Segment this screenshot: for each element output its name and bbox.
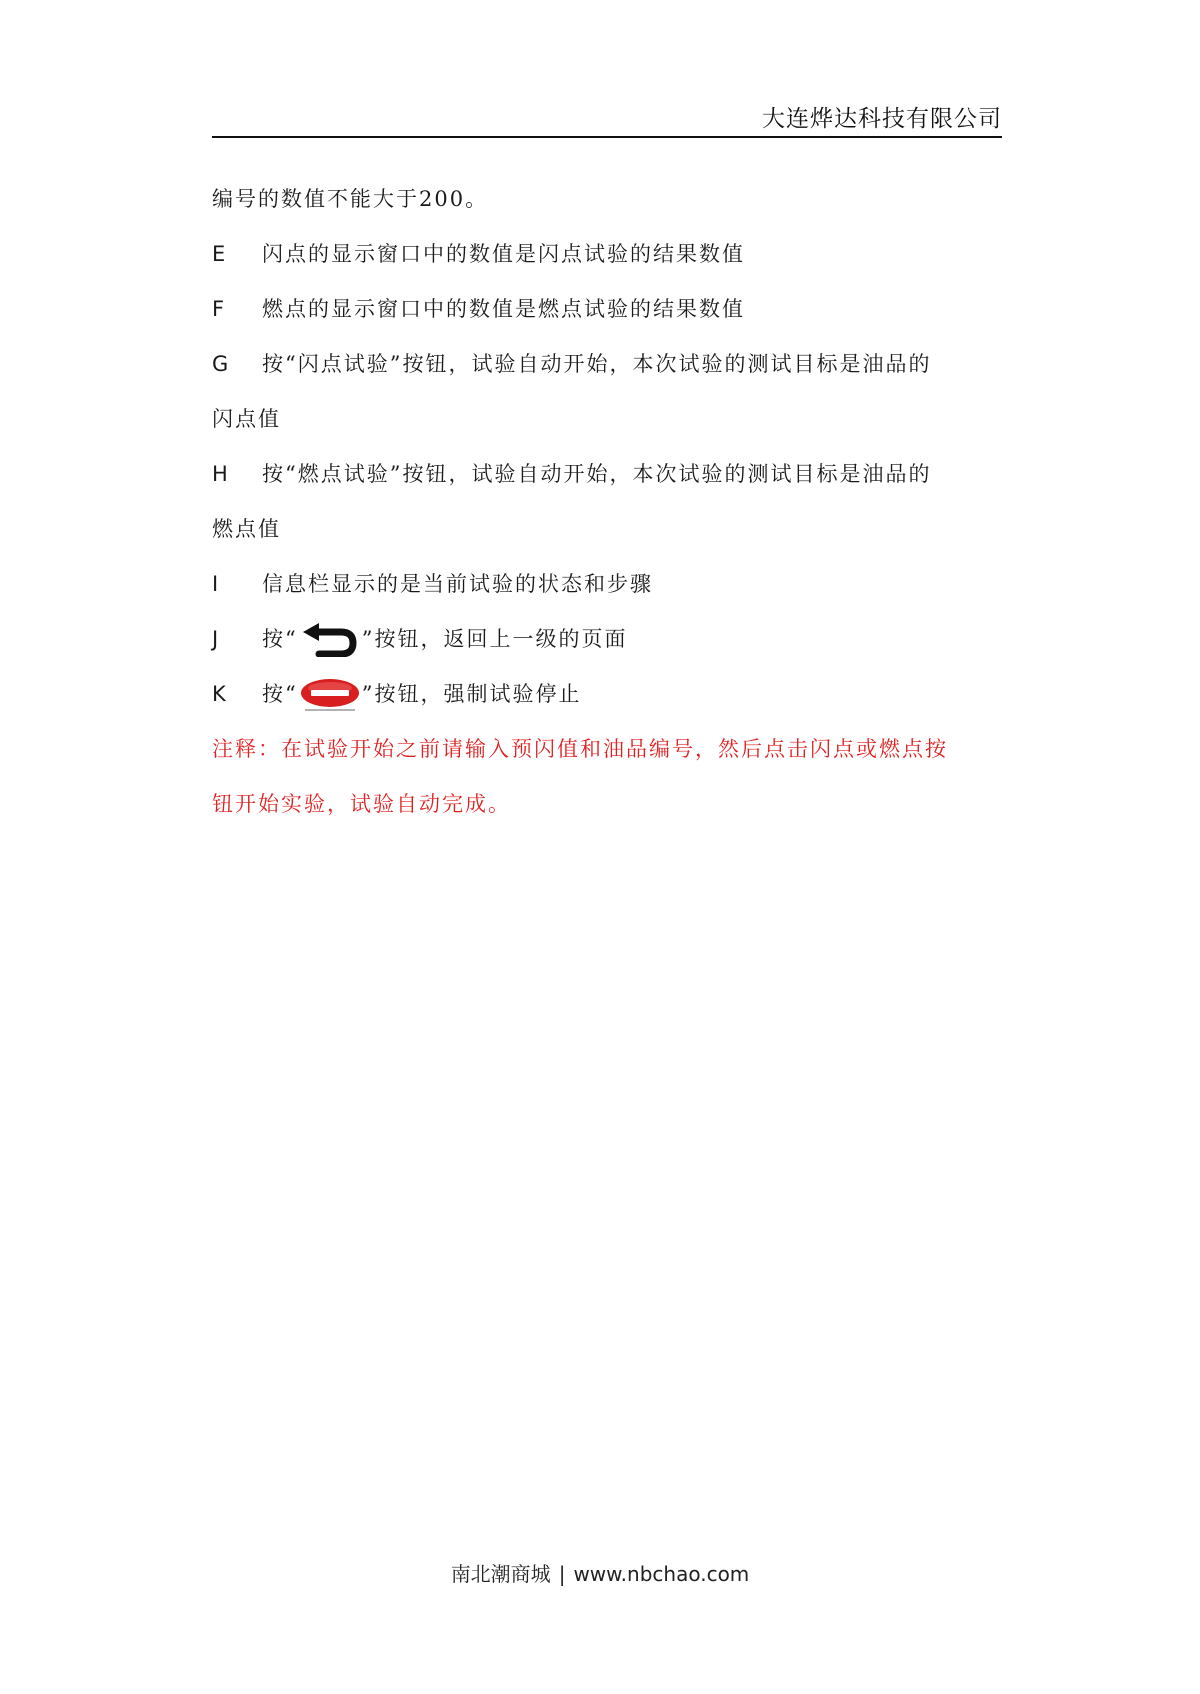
list-item-i: [212, 557, 1002, 612]
item-text: 闪点值: [212, 407, 281, 431]
item-letter: G: [212, 352, 229, 376]
list-item-f: [212, 282, 1002, 337]
note-line-1: [212, 722, 1002, 777]
item-letter: F: [212, 297, 225, 321]
item-text-suffix: ”按钮，返回上一级的页面: [361, 627, 628, 651]
footer-separator: |: [558, 1562, 566, 1586]
item-text: 燃点值: [212, 517, 281, 541]
item-text: 闪点的显示窗口中的数值是闪点试验的结果数值: [262, 242, 745, 266]
item-text: 信息栏显示的是当前试验的状态和步骤: [262, 572, 653, 596]
list-item-g: [212, 337, 1002, 392]
text-line: 编号的数值不能大于200。: [212, 187, 489, 211]
item-letter: K: [212, 682, 226, 706]
stop-icon: [299, 678, 361, 712]
page-header: [212, 96, 1002, 138]
list-item-k: [212, 667, 1002, 722]
item-text: 燃点的显示窗口中的数值是燃点试验的结果数值: [262, 297, 745, 321]
note-line-2: [212, 777, 1002, 832]
list-item-h-continuation: [212, 502, 1002, 557]
footer-site-name: 南北潮商城: [450, 1562, 551, 1586]
list-item-h: [212, 447, 1002, 502]
footer-url[interactable]: www.nbchao.com: [573, 1562, 750, 1586]
item-letter: I: [212, 572, 219, 596]
item-letter: E: [212, 242, 226, 266]
note-text: 钮开始实验，试验自动完成。: [212, 792, 511, 816]
company-name: 大连烨达科技有限公司: [762, 106, 1002, 132]
item-text-prefix: 按“: [262, 627, 298, 651]
note-text: 注释：在试验开始之前请输入预闪值和油品编号，然后点击闪点或燃点按: [212, 737, 948, 761]
list-item-e: [212, 227, 1002, 282]
page-footer: [0, 1558, 1200, 1587]
paragraph-line: [212, 172, 1002, 227]
item-text-prefix: 按“: [262, 682, 298, 706]
item-letter: J: [212, 627, 219, 651]
document-body: [212, 172, 1002, 832]
item-text: 按“燃点试验”按钮，试验自动开始，本次试验的测试目标是油品的: [262, 462, 932, 486]
back-arrow-icon: [299, 623, 361, 657]
item-letter: H: [212, 462, 228, 486]
list-item-g-continuation: [212, 392, 1002, 447]
item-text-suffix: ”按钮，强制试验停止: [361, 682, 582, 706]
item-text: 按“闪点试验”按钮，试验自动开始，本次试验的测试目标是油品的: [262, 352, 932, 376]
list-item-j: [212, 612, 1002, 667]
